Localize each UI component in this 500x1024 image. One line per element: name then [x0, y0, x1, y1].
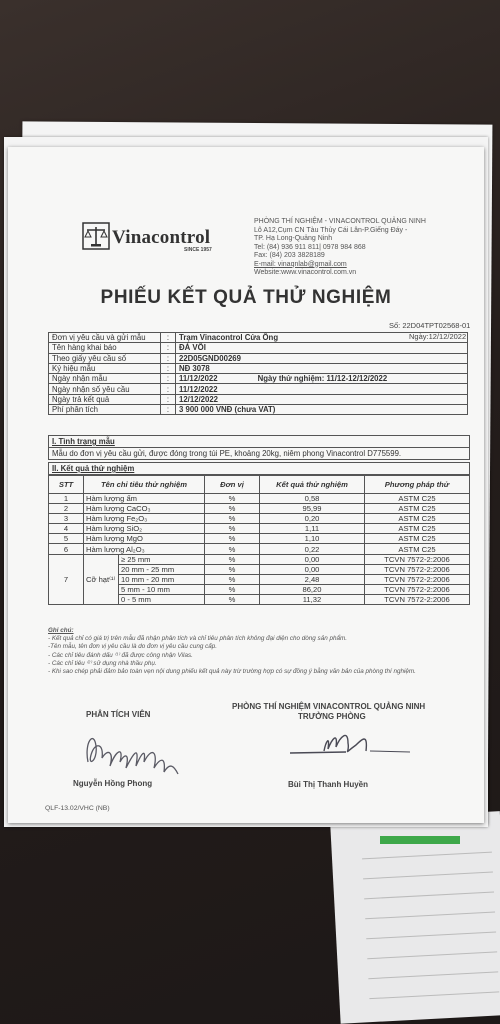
info-value [176, 405, 468, 415]
info-separator: : [161, 333, 176, 343]
sample-status-text: Mẫu do đơn vị yêu cầu gửi, được đóng trong túi PE, khoảng 20kg, niêm phong Vinacontrol D775599. [52, 449, 402, 458]
row-unit: % [205, 524, 260, 534]
info-value [176, 343, 468, 353]
info-label: Ngày nhận mẫu [49, 374, 161, 384]
row-unit: % [205, 564, 260, 574]
info-value [176, 333, 468, 343]
row-name: Hàm lượng Fe₂O₃ [84, 514, 205, 524]
info-value-text: ĐÁ VÔI [179, 343, 206, 353]
info-value-text: 22D05GND00269 [179, 353, 241, 363]
row-result: 1,11 [260, 524, 365, 534]
col-stt: STT [49, 476, 84, 494]
results-heading: II. Kết quả thử nghiệm [48, 462, 470, 475]
row-result: 0,22 [260, 544, 365, 554]
row-stt: 7 [49, 554, 84, 604]
notes-heading: Ghi chú: [48, 627, 74, 634]
sample-status-heading: I. Tình trạng mẫu [49, 436, 469, 448]
grain-range: 10 mm - 20 mm [119, 574, 205, 584]
lab-header [254, 218, 426, 278]
grain-range: 0 - 5 mm [119, 594, 205, 604]
info-row [49, 353, 468, 363]
lab-head-signature [286, 725, 416, 765]
info-value [176, 374, 468, 384]
lab-tel: Tel: (84) 936 911 811| 0978 984 868 [254, 243, 366, 251]
company-logo-text: Vinacontrol [112, 227, 211, 248]
row-name: Hàm lượng MgO [84, 534, 205, 544]
row-result: 86,20 [260, 584, 365, 594]
row-name: Hàm lượng CaCO₃ [84, 504, 205, 514]
row-unit: % [205, 594, 260, 604]
document-number: Số: 22D04TPT02568-01 [389, 321, 471, 330]
row-method: ASTM C25 [365, 544, 470, 554]
info-separator: : [161, 353, 176, 363]
row-result: 0,20 [260, 514, 365, 524]
info-row [49, 384, 468, 394]
note-line: - Các chỉ tiêu đánh dấu ⁽¹⁾ đã được công nhận Vilas. [48, 651, 193, 659]
row-result: 2,48 [260, 574, 365, 584]
info-value-text: 11/12/2022 [179, 374, 218, 384]
row-name: Hàm lượng ẩm [84, 494, 205, 504]
info-separator: : [161, 394, 176, 404]
info-label: Theo giấy yêu cầu số [49, 353, 161, 363]
row-method: ASTM C25 [365, 534, 470, 544]
info-value [176, 353, 468, 363]
table-row [49, 494, 470, 504]
row-stt: 5 [49, 534, 84, 544]
row-method: ASTM C25 [365, 514, 470, 524]
row-name: Cỡ hạt⁽¹⁾ [84, 554, 119, 604]
info-row [49, 394, 468, 404]
row-unit: % [205, 544, 260, 554]
note-line: - Kết quả chỉ có giá trị trên mẫu đã nhận phân tích và chỉ tiêu phân tích không đại diện cho dòng sản phẩm. [48, 635, 347, 643]
col-method: Phương pháp thử [365, 476, 470, 494]
info-value [176, 363, 468, 373]
row-method: TCVN 7572-2:2006 [365, 564, 470, 574]
row-unit: % [205, 554, 260, 564]
lab-head-title: TRƯỞNG PHÒNG [298, 712, 366, 721]
lab-fax: Fax: (84) 203 3828189 [254, 252, 325, 259]
grain-range: 20 mm - 25 mm [119, 564, 205, 574]
row-stt: 2 [49, 504, 84, 514]
lab-address-1: Lô A12,Cụm CN Tàu Thủy Cái Lân-P.Giếng Đáy - [254, 226, 408, 234]
row-result: 1,10 [260, 534, 365, 544]
col-name: Tên chỉ tiêu thử nghiệm [84, 476, 205, 494]
company-logo-since: SINCE 1957 [184, 247, 212, 253]
lab-head-org: PHÒNG THÍ NGHIỆM VINACONTROL QUẢNG NINH [232, 702, 426, 711]
row-method: TCVN 7572-2:2006 [365, 554, 470, 564]
info-label: Ngày nhận số yêu cầu [49, 384, 161, 394]
row-method: ASTM C25 [365, 494, 470, 504]
table-row [49, 544, 470, 554]
document-date: Ngày:12/12/2022 [409, 332, 467, 341]
notes [48, 627, 416, 676]
vinacontrol-scale-icon [82, 222, 110, 250]
info-row [49, 405, 468, 415]
row-name: Hàm lượng SiO₂ [84, 524, 205, 534]
table-row [49, 554, 470, 564]
info-value-text: NĐ 3078 [179, 364, 210, 374]
test-date: Ngày thử nghiệm: 11/12-12/12/2022 [257, 374, 388, 384]
row-method: ASTM C25 [365, 504, 470, 514]
row-unit: % [205, 494, 260, 504]
row-method: TCVN 7572-2:2006 [365, 574, 470, 584]
analyst-title: PHÂN TÍCH VIÊN [86, 710, 151, 719]
grain-range: 5 mm - 10 mm [119, 584, 205, 594]
lab-name: PHÒNG THÍ NGHIỆM - VINACONTROL QUẢNG NINH [254, 218, 426, 225]
row-unit: % [205, 584, 260, 594]
grain-range: ≥ 25 mm [119, 554, 205, 564]
table-row [49, 504, 470, 514]
row-stt: 6 [49, 544, 84, 554]
col-unit: Đơn vị [205, 476, 260, 494]
row-stt: 3 [49, 514, 84, 524]
row-stt: 4 [49, 524, 84, 534]
info-label: Ký hiệu mẫu [49, 363, 161, 373]
row-result: 0,00 [260, 564, 365, 574]
row-unit: % [205, 514, 260, 524]
document-title: PHIẾU KẾT QUẢ THỬ NGHIỆM [100, 287, 392, 308]
row-method: TCVN 7572-2:2006 [365, 584, 470, 594]
note-line: - Khi sao chép phải đảm bảo toàn vẹn nội dung phiếu kết quả này trừ trường hợp có sự đồng ý bằng văn bản của phòng thí nghiệm. [48, 668, 416, 676]
info-value-text: Trạm Vinacontrol Cửa Ông [179, 333, 279, 343]
table-row [49, 534, 470, 544]
row-method: TCVN 7572-2:2006 [365, 594, 470, 604]
info-label: Ngày trả kết quả [49, 394, 161, 404]
note-line: -Tên mẫu, tên đơn vị yêu cầu là do đơn vị yêu cầu cung cấp. [48, 643, 217, 651]
row-unit: % [205, 504, 260, 514]
note-line: - Các chỉ tiêu ⁽²⁾ sử dụng nhà thầu phụ. [48, 659, 157, 667]
row-result: 0,58 [260, 494, 365, 504]
col-result: Kết quả thử nghiệm [260, 476, 365, 494]
lab-head-name: Bùi Thị Thanh Huyền [288, 780, 368, 789]
row-result: 0,00 [260, 554, 365, 564]
row-method: ASTM C25 [365, 524, 470, 534]
info-label: Tên hàng khai báo [49, 343, 161, 353]
request-info-table [48, 332, 468, 415]
info-row [49, 333, 468, 343]
row-stt: 1 [49, 494, 84, 504]
info-row [49, 363, 468, 373]
info-row [49, 343, 468, 353]
row-unit: % [205, 574, 260, 584]
row-unit: % [205, 534, 260, 544]
analyst-name: Nguyễn Hồng Phong [73, 779, 153, 788]
green-edge [380, 836, 460, 844]
info-label: Phí phân tích [49, 405, 161, 415]
info-separator: : [161, 374, 176, 384]
row-name: Hàm lượng Al₂O₃ [84, 544, 205, 554]
table-row [49, 514, 470, 524]
results-table [48, 475, 470, 605]
row-result: 11,32 [260, 594, 365, 604]
info-separator: : [161, 405, 176, 415]
info-row [49, 374, 468, 384]
info-label: Đơn vị yêu cầu và gửi mẫu [49, 333, 161, 343]
info-value [176, 394, 468, 404]
lab-address-2: TP. Hạ Long-Quảng Ninh [254, 235, 333, 242]
lab-email: E-mail: vinaqnlab@gmail.com [254, 260, 347, 268]
row-result: 95,99 [260, 504, 365, 514]
info-separator: : [161, 343, 176, 353]
info-separator: : [161, 384, 176, 394]
info-value [176, 384, 468, 394]
info-separator: : [161, 363, 176, 373]
info-value-text: 11/12/2022 [179, 384, 218, 394]
info-value-text: 3 900 000 VNĐ (chưa VAT) [179, 405, 276, 415]
sample-status-section [48, 435, 470, 460]
lab-website: Website:www.vinacontrol.com.vn [254, 269, 357, 276]
info-value-text: 12/12/2022 [179, 394, 219, 404]
test-report-page [8, 147, 484, 823]
table-row [49, 524, 470, 534]
analyst-signature [74, 722, 194, 782]
form-code: QLF-13.02/VHC (NB) [45, 805, 110, 812]
